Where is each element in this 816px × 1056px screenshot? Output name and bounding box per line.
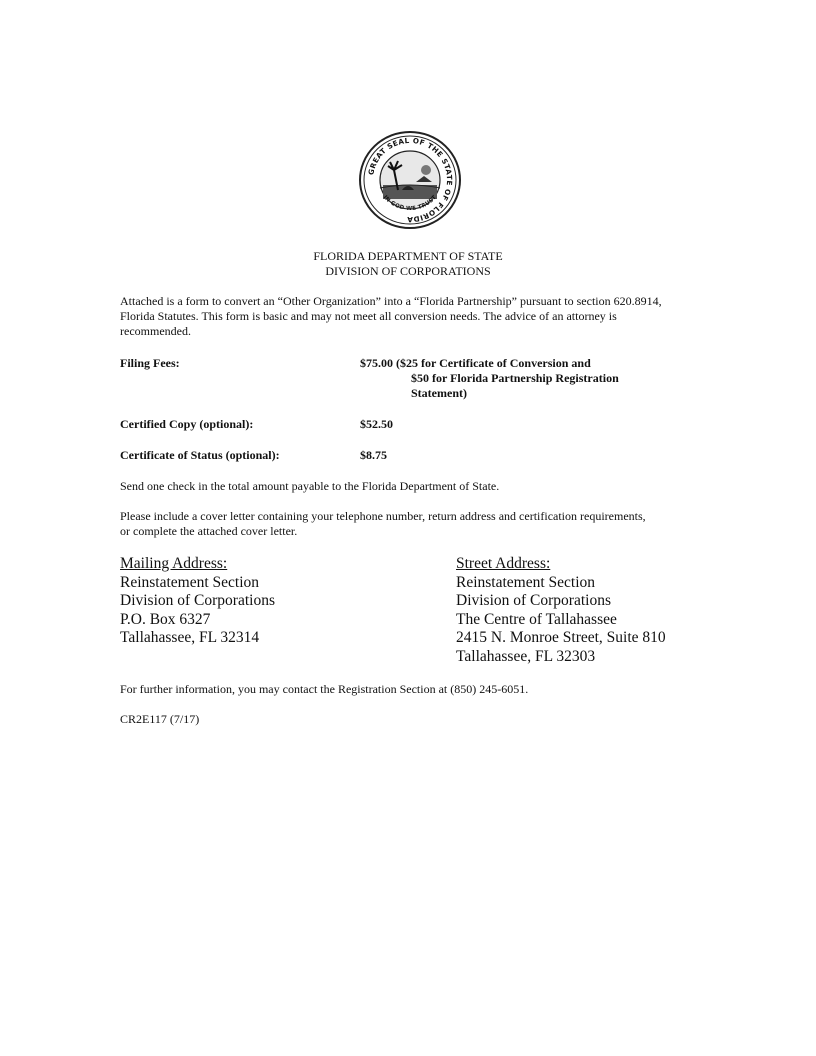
seal-motto: IN GOD WE TRUST: [381, 194, 439, 213]
mailing-address-line: Division of Corporations: [120, 592, 275, 609]
filing-fees-value-line2: $50 for Florida Partnership Registration: [411, 371, 619, 385]
filing-fees-value: $75.00 ($25 for Certificate of Conversion and: [360, 356, 591, 370]
certified-copy-label: Certified Copy (optional):: [120, 417, 254, 431]
street-address-line: 2415 N. Monroe Street, Suite 810: [456, 629, 666, 646]
florida-great-seal-icon: [358, 130, 462, 230]
department-title: FLORIDA DEPARTMENT OF STATE: [313, 249, 503, 263]
certificate-status-value: $8.75: [360, 448, 387, 462]
street-address-line: Tallahassee, FL 32303: [456, 647, 596, 665]
street-address-line: Reinstatement Section: [456, 573, 596, 591]
mailing-address-line: Reinstatement Section: [120, 573, 260, 591]
street-address-title: Street Address:: [456, 555, 551, 572]
document-header: [0, 249, 816, 279]
filing-fees-value-line3: Statement): [411, 386, 467, 400]
cover-letter-note: Please include a cover letter containing your telephone number, return address and certification requirements, or complete the attached cover letter.: [120, 509, 646, 538]
contact-info: For further information, you may contact the Registration Section at (850) 245-6051.: [120, 682, 529, 696]
street-address-line: Division of Corporations: [456, 592, 611, 609]
street-address-block: [456, 555, 666, 666]
seal-ring-text: GREAT SEAL OF THE STATE OF FLORIDA: [366, 135, 455, 225]
mailing-address-title: Mailing Address:: [120, 555, 228, 572]
mailing-address-line: Tallahassee, FL 32314: [120, 629, 260, 646]
street-address-line: The Centre of Tallahassee: [456, 610, 617, 628]
form-code: CR2E117 (7/17): [120, 712, 200, 726]
filing-fees-label: Filing Fees:: [120, 356, 180, 370]
mailing-address-block: [120, 555, 275, 648]
mailing-address-line: P.O. Box 6327: [120, 610, 211, 628]
check-note: Send one check in the total amount payable to the Florida Department of State.: [120, 479, 500, 493]
division-title: DIVISION OF CORPORATIONS: [325, 264, 491, 278]
certificate-status-label: Certificate of Status (optional):: [120, 448, 280, 462]
certified-copy-value: $52.50: [360, 417, 393, 431]
intro-paragraph: Attached is a form to convert an “Other Organization” into a “Florida Partnership” pursuant to section 620.8914, Florida Statutes. This form is basic and may not meet all conversion needs. The advice of an attorney is recommended.: [120, 294, 662, 338]
